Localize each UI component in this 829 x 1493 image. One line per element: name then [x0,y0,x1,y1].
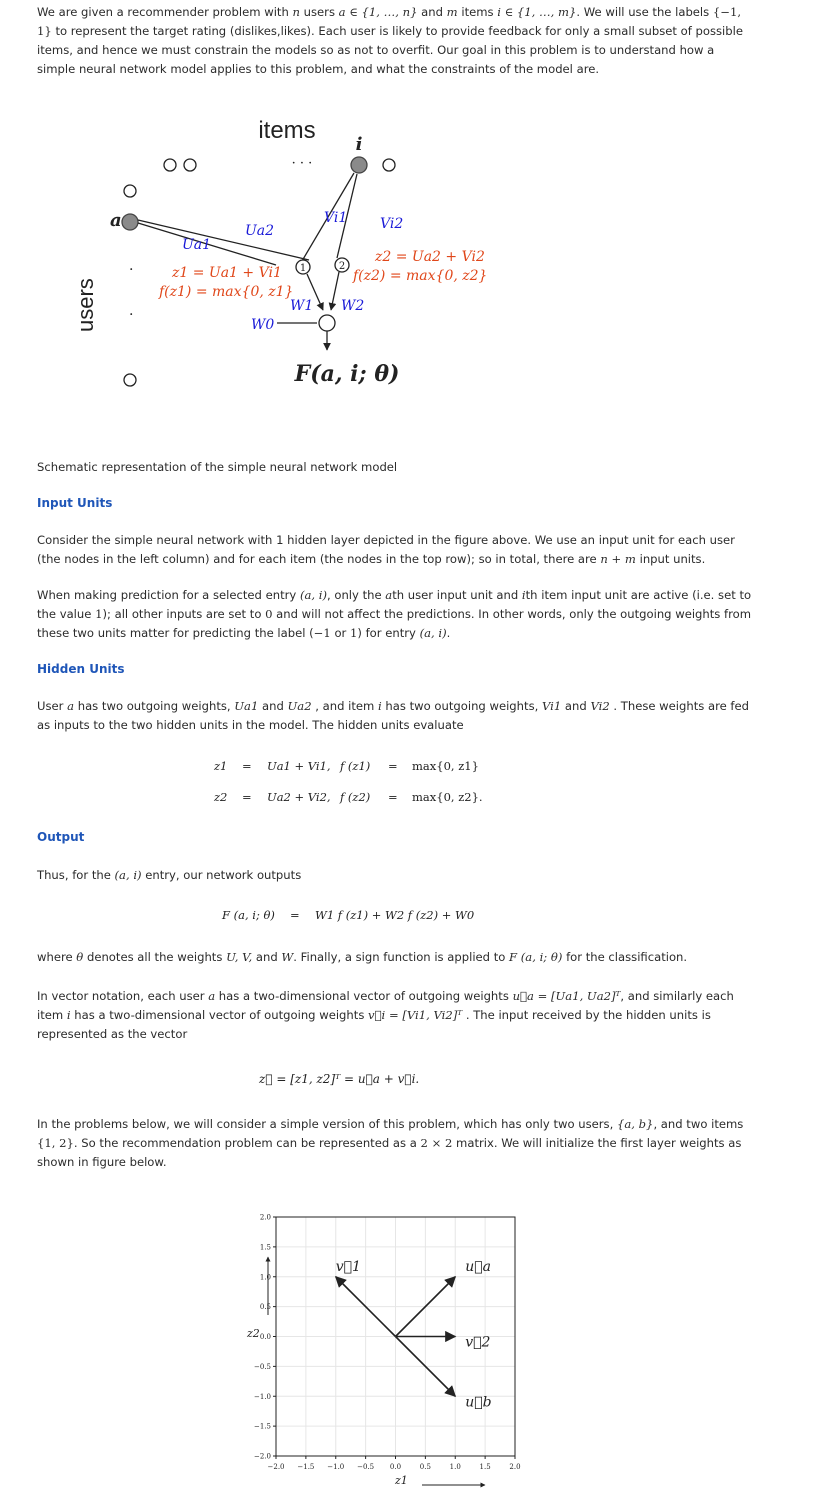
vector-ua-label: u⃗a [465,1258,492,1275]
vector-equation: z⃗ = [z1, z2]ᵀ = u⃗a + v⃗i. [259,1072,420,1086]
hidden-units-heading: Hidden Units [37,662,125,676]
label-w2: W2 [341,298,365,314]
x-tick-label: 1.0 [449,1463,461,1471]
hidden-units-paragraph: User a has two outgoing weights, Ua1 and Ua2 , and item i has two outgoing weights, Vi1 and Vi2 . These weights are fed as inputs to the two hidden units in the model. The hidden units evaluate [37,699,750,732]
x-tick-label: 1.5 [479,1463,491,1471]
y-tick-label: 2.0 [259,1213,271,1222]
y-tick-label: −0.5 [254,1362,271,1371]
figure-caption: Schematic representation of the simple neural network model [37,460,398,474]
eq1-f: f (z1) [340,759,371,773]
output-eq-sign: = [290,908,300,922]
output-eq-lhs: F (a, i; θ) [222,908,275,922]
eq2-rhs: Ua2 + Vi2, [267,790,331,804]
users-label: users [73,278,98,332]
eq1-sign-2: = [388,759,398,773]
hidden-node-1-label: 1 [299,263,307,274]
network-schematic-figure [73,110,497,400]
x-tick-label: −0.5 [357,1463,375,1471]
eq1-max: max{0, z1} [412,759,479,773]
item-dots: · · · [291,156,313,171]
eq2-f: f (z2) [340,790,371,804]
eq2-sign-2: = [388,790,398,804]
x-tick-label: 0.5 [419,1463,431,1471]
label-ua1: Ua1 [182,237,212,253]
x-tick-label: 0.0 [389,1463,402,1471]
input-units-paragraph-2: When making prediction for a selected entry (a, i), only the ath user input unit and ith item input unit are active (i.e. set to the value 1); all other inputs are set to 0 and will not affect the predictions. In other words, only the outgoing weights from these two units matter for predicting the label (−1 or 1) for entry (a, i). [37,588,752,640]
intro-paragraph: We are given a recommender problem with n users a ∈ {1, …, n} and m items i ∈ {1, …, m}. We will use the labels {−1, 1} to represent the target rating (dislikes,likes). Each user is likely to provide feedback for only a small subset of possible items, and hence we must constrain the models so as not to overfit. Our goal in this problem is to understand how a simple neural network model applies to this problem, and what the constraints of the model are. [37,5,743,76]
annotation-fz2: f(z2) = max{0, z2} [353,268,488,284]
eq1-lhs: z1 [214,759,228,773]
vector-ub-label: u⃗b [465,1394,492,1411]
input-units-paragraph-1: Consider the simple neural network with 1 hidden layer depicted in the figure above. We use an input unit for each user (the nodes in the left column) and for each item (the nodes in the top row); so in total, there are n + m input units. [37,533,735,566]
x-tick-label: 2.0 [509,1463,521,1471]
output-paragraph-4: In the problems below, we will consider a simple version of this problem, which has only two users, {a, b}, and two items {1, 2}. So the recommendation problem can be represented as a 2 × 2 matrix. We will initialize the first layer weights as shown in figure below. [37,1117,744,1169]
user-node [124,185,136,197]
y-tick-label: −1.0 [254,1392,271,1401]
x-axis-label: z1 [395,1474,408,1487]
label-vi2: Vi2 [380,216,404,232]
user-a-label: a [110,210,122,231]
edge-w2 [331,272,339,310]
users-dot: . [129,303,134,319]
eq1-sign: = [242,759,252,773]
hidden-node-2-label: 2 [338,261,346,272]
output-paragraph-3: In vector notation, each user a has a two-dimensional vector of outgoing weights u⃗a = [Ua1, Ua2]ᵀ, and similarly each item i has a two-dimensional vector of outgoing weights v⃗i = [Vi1, Vi2]ᵀ . The input received by the hidden units is represented as the vector [37,989,734,1041]
weight-vectors-chart [240,1205,540,1490]
users-dot: . [129,258,134,274]
y-tick-label: −1.5 [254,1422,271,1431]
edge-ua2 [138,220,309,260]
x-tick-label: −2.0 [267,1463,285,1471]
item-node-active [351,157,367,173]
annotation-z2: z2 = Ua2 + Vi2 [375,249,485,265]
eq2-max: max{0, z2}. [412,790,483,804]
items-label: items [258,117,316,144]
x-tick-label: −1.0 [327,1463,345,1471]
vector-v1-label: v⃗1 [335,1258,361,1275]
eq1-rhs: Ua1 + Vi1, [267,759,331,773]
annotation-fz1: f(z1) = max{0, z1} [159,284,294,300]
output-node [319,315,335,331]
label-w0: W0 [251,317,275,333]
y-tick-label: 1.0 [259,1273,271,1282]
user-node [124,374,136,386]
item-node [164,159,176,171]
eq2-lhs: z2 [214,790,228,804]
output-heading: Output [37,830,85,844]
eq2-sign: = [242,790,252,804]
item-node [184,159,196,171]
y-axis-label: z2 [247,1327,260,1340]
y-tick-label: −2.0 [254,1452,271,1461]
item-i-label: i [355,134,363,155]
vector-v2-label: v⃗2 [465,1334,491,1351]
y-tick-label: 0.5 [259,1303,271,1312]
output-label: F(a, i; θ) [294,361,400,387]
output-eq-rhs: W1 f (z1) + W2 f (z2) + W0 [315,908,475,922]
x-tick-label: −1.5 [297,1463,315,1471]
input-units-heading: Input Units [37,496,113,510]
output-paragraph-2: where θ denotes all the weights U, V, and W. Finally, a sign function is applied to F (a, i; θ) for the classification. [37,950,688,964]
y-tick-label: 1.5 [259,1243,271,1252]
label-ua2: Ua2 [245,223,275,239]
label-w1: W1 [290,298,314,314]
y-tick-label: 0.0 [259,1333,271,1341]
annotation-z1: z1 = Ua1 + Vi1 [172,265,282,281]
label-vi1: Vi1 [324,210,348,226]
item-node [383,159,395,171]
user-node-active [122,214,138,230]
output-paragraph-1: Thus, for the (a, i) entry, our network outputs [37,868,302,882]
